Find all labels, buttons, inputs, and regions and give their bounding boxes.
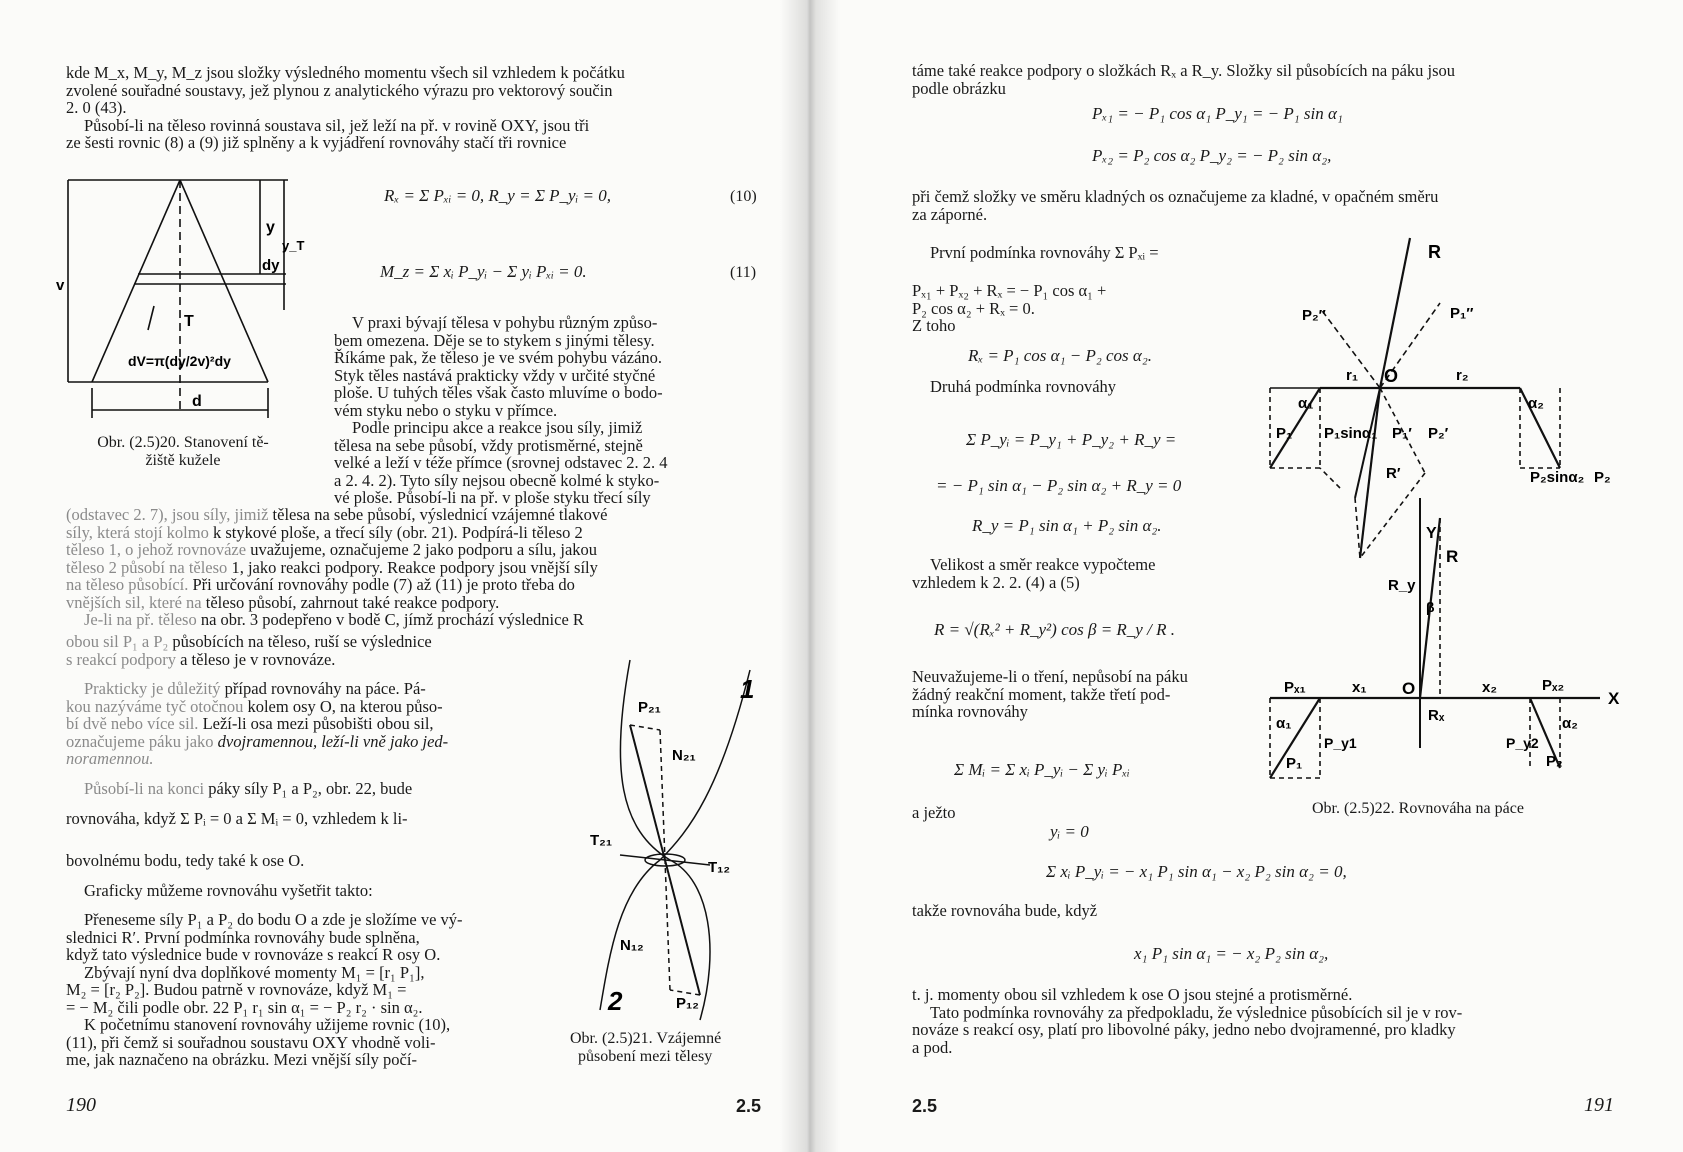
equation-components-2: Pₓ₂ = P₂ cos α₂ P_y₂ = − P₂ sin α₂,: [1092, 146, 1332, 165]
fig22-label-x1: x₁: [1352, 679, 1367, 696]
text-line: t. j. momenty obou sil vzhledem k ose O jsou stejné a protisměrné.: [912, 985, 1353, 1004]
fig20-label-t: T: [184, 313, 194, 330]
right-intro: [912, 62, 1612, 97]
equation-11-number: (11): [730, 264, 757, 281]
text-line: velké a leží v téže přímce (srovnej odstavec 2. 2. 4: [334, 453, 668, 472]
equation-yi: yᵢ = 0: [1050, 822, 1089, 841]
equation-components-1: Pₓ₁ = − P₁ cos α₁ P_y₁ = − P₁ sin α₁: [1092, 104, 1343, 123]
fig21-label-p12: P₁₂: [676, 995, 699, 1012]
faint-text: Je-li na př. těleso: [84, 610, 197, 629]
text: Při určování rovnováhy podle (7) až (11) je proto třeba do: [188, 575, 575, 594]
figure-cone-caption: [56, 434, 310, 470]
faint-text: s reakcí podpory: [66, 649, 176, 669]
text-line: Pₓ₁ + Pₓ₂ + Rₓ = − P₁ cos α₁ +: [912, 281, 1107, 300]
a-jezto: a ježto: [912, 803, 956, 822]
fig22-label-p2p: P₂′: [1428, 425, 1449, 442]
fig22-label-r-lower: R: [1446, 547, 1459, 566]
text-line: [66, 680, 556, 698]
equation-rx: Rₓ = P₁ cos α₁ − P₂ cos α₂.: [968, 346, 1152, 365]
fig22-label-p2-lower: P₂: [1546, 753, 1563, 770]
fig20-label-d: d: [192, 393, 202, 410]
text-line: tělesa na sebe působí, vždy protisměrné, stejně: [334, 435, 643, 455]
text-line: táme také reakce podpory o složkách Rₓ a R_y. Složky sil působících na páku jsou: [912, 61, 1456, 80]
text-line: [66, 780, 556, 798]
text-line: a 2. 4. 2). Tyto síly nejsou obecně kolmé k styko-: [334, 470, 660, 490]
fig22-label-p2sin: P₂sinα₂: [1530, 469, 1585, 486]
text: Leží-li osa mezi působišti obou sil,: [198, 714, 434, 733]
text: těleso působí, zahrnout také reakce podpory.: [201, 592, 500, 612]
fig22-label-r: R: [1428, 242, 1441, 262]
right-page: [800, 0, 1683, 1152]
fig22-label-p1pp: P₁″: [1450, 305, 1474, 322]
equation-10: Rₓ = Σ Pₓᵢ = 0, R_y = Σ P_yᵢ = 0,: [384, 186, 612, 205]
fig22-label-y: Y: [1426, 525, 1437, 542]
text-line: 2. 0 (43).: [66, 98, 127, 117]
fig22-label-r2: r₂: [1456, 367, 1469, 384]
section-number-left: 2.5: [736, 1096, 762, 1116]
faint-text: (odstavec 2. 7), jsou síly, jimiž: [66, 505, 269, 524]
text: působících na těleso, ruší se výslednice: [168, 632, 432, 651]
text-line: Tato podmínka rovnováhy za předpokladu, že výslednice působících sil je v rov-: [930, 1002, 1463, 1022]
text-line: [66, 576, 766, 594]
text-line: [66, 524, 766, 542]
text: k stykové ploše, a třecí síly (obr. 21). Podpírá-li těleso 2: [208, 522, 583, 542]
takze: takže rovnováha bude, když: [912, 901, 1098, 920]
fig21-label-p21: P₂₁: [638, 699, 661, 716]
fig20-label-dy: dy: [262, 257, 280, 274]
left-page: [0, 0, 800, 1152]
fig22-label-o-lower: O: [1402, 679, 1416, 698]
fig22-label-beta: β: [1426, 599, 1435, 615]
text-line: slednici R′. První podmínka rovnováhy bude splněna,: [66, 927, 420, 947]
text: uvažujeme, označujeme 2 jako podporu a sílu, jakou: [246, 540, 598, 559]
condition-2: Druhá podmínka rovnováhy: [930, 377, 1117, 396]
text-line: V praxi bývají tělesa v pohybu různým způso-: [352, 313, 658, 332]
faint-text: bí dvě nebo více sil.: [66, 714, 199, 733]
fig22-label-p2pp: P₂″: [1302, 307, 1326, 324]
fig22-label-x: X: [1608, 689, 1620, 708]
condition-1-equation: [912, 282, 1262, 317]
text-line: [66, 715, 556, 733]
text: případ rovnováhy na páce. Pá-: [220, 679, 426, 698]
text-line: (11), při čemž si souřadnou soustavu OXY vhodně voli-: [66, 1032, 436, 1052]
text-line: kde M_x, M_y, M_z jsou složky výsledného momentu všech sil vzhledem k počátku: [66, 63, 625, 82]
text-line: [66, 594, 766, 612]
text-line: [66, 651, 556, 669]
text-line: bem omezena. Děje se to stykem s jinými tělesy.: [334, 330, 655, 350]
fig22-label-py1: P_y1: [1324, 735, 1357, 751]
text-line: vé ploše. Působí-li na př. v ploše styku třecí síly: [334, 488, 651, 507]
text-line: [66, 750, 556, 768]
paragraph-narrow: [66, 633, 556, 797]
fig22-label-rp: R′: [1386, 465, 1401, 482]
fig20-label-y: y: [266, 219, 275, 236]
caption-line: působení mezi tělesy: [578, 1048, 713, 1065]
text-line: Graficky můžeme rovnováhu vyšetřit takto:: [84, 880, 373, 900]
equation-moments: Σ Mᵢ = Σ xᵢ P_yᵢ − Σ yᵢ Pₓᵢ: [954, 760, 1130, 779]
fig22-label-a1: α₁: [1298, 395, 1314, 412]
fig22-label-r1: r₁: [1346, 367, 1359, 384]
text-line: [66, 633, 556, 651]
fig22-label-p1: P₁: [1276, 425, 1293, 442]
equation-sum: Σ xᵢ P_yᵢ = − x₁ P₁ sin α₁ − x₂ P₂ sin α₂ = 0,: [1046, 862, 1347, 881]
fig22-label-px1: Pₓ₁: [1284, 679, 1306, 696]
figure-cone: [56, 170, 305, 440]
fig20-label-yt: y_T: [282, 238, 305, 253]
fig22-label-p1sin: P₁sinα₁: [1324, 425, 1378, 442]
text-line: [66, 698, 556, 716]
page-number-right: 191: [1584, 1094, 1614, 1116]
text-line: mínka rovnováhy: [912, 702, 1028, 721]
faint-text: těleso 1, o jehož rovnováze: [66, 540, 247, 559]
text-line: žádný reakční moment, takže třetí pod-: [912, 684, 1171, 704]
faint-text: obou sil P₁ a P₂: [66, 632, 169, 651]
text-line: a pod.: [912, 1037, 953, 1057]
text-line: zvolené souřadné soustavy, jež plynou z analytického výrazu pro vektorový součin: [66, 80, 613, 100]
text-line: Velikost a směr reakce vypočteme: [930, 555, 1156, 574]
fig22-label-ry: R_y: [1388, 577, 1416, 594]
equation-ry: R_y = P₁ sin α₁ + P₂ sin α₂.: [972, 516, 1162, 535]
z-toho: Z toho: [912, 316, 956, 335]
caption-line: Obr. (2.5)21. Vzájemné: [570, 1030, 722, 1047]
paragraph-signs: [912, 188, 1612, 223]
faint-text: síly, která stojí kolmo: [66, 522, 209, 542]
text: 1, jako reakci podpory. Reakce podpory jsou vnější síly: [227, 557, 598, 577]
text-line: Říkáme pak, že těleso je ve svém pohybu vázáno.: [334, 348, 663, 367]
fig22-label-rx: Rₓ: [1428, 707, 1445, 724]
caption-line: Obr. (2.5)20. Stanovení tě-: [97, 434, 269, 451]
text-line: vzhledem k 2. 2. (4) a (5): [912, 572, 1080, 592]
equation-cond2-2: = − P₁ sin α₁ − P₂ sin α₂ + R_y = 0: [936, 476, 1182, 495]
text: dvojramennou, leží-li vně jako jed-: [213, 731, 449, 751]
paragraph-full-width: [66, 506, 766, 629]
fig21-label-t12: T₁₂: [708, 859, 731, 876]
text-line: [66, 506, 766, 524]
text-line: ploše. U tuhých těles však často mluvíme o bodo-: [334, 383, 663, 402]
fig22-label-px2: Pₓ₂: [1542, 677, 1565, 694]
paragraph-neuvaz: [912, 668, 1272, 721]
text-line: [66, 541, 766, 559]
figure-lever: [1260, 228, 1660, 808]
text-line: = − M₂ čili podle obr. 22 P₁ r₁ sin α₁ = − P₂ r₂ · sin α₂.: [66, 997, 423, 1017]
fig22-label-a2-lower: α₂: [1562, 715, 1578, 732]
faint-text: Prakticky je důležitý: [84, 679, 221, 698]
fig21-label-n12: N₁₂: [620, 937, 644, 954]
text-line: Působí-li na těleso rovinná soustava sil, jež leží na př. v rovině OXY, jsou tři: [84, 115, 590, 135]
text-line: když tato výslednice bude v rovnováze s reakcí R osy O.: [66, 945, 441, 964]
caption-line: žiště kužele: [145, 452, 221, 469]
faint-text: na těleso působící.: [66, 575, 189, 594]
fig20-label-v: v: [56, 277, 65, 294]
section-number-right: 2.5: [912, 1096, 938, 1116]
text: na obr. 3 podepřeno v bodě C, jímž prochází výslednice R: [196, 610, 584, 629]
equation-cond2-1: Σ P_yᵢ = P_y₁ + P_y₂ + R_y =: [966, 430, 1177, 449]
text-line: Přeneseme síly P₁ a P₂ do bodu O a zde je složíme ve vý-: [84, 910, 463, 929]
text-line: M₂ = [r₂ P₂]. Budou patrně v rovnováze, když M₁ =: [66, 980, 407, 999]
fig22-label-p1-lower: P₁: [1286, 755, 1303, 772]
text: tělesa na sebe působí, výslednicí vzájemné tlakové: [268, 505, 608, 524]
paragraph-closing: [912, 986, 1612, 1056]
page-number-left: 190: [66, 1094, 96, 1116]
text-line: Zbývají nyní dva doplňkové momenty M₁ = [r₁ P₁],: [84, 962, 425, 982]
text-line: bovolnému bodu, tedy také k ose O.: [66, 851, 305, 870]
figure-lever-caption: Obr. (2.5)22. Rovnováha na páce: [1312, 800, 1524, 817]
text-line: ze šesti rovnic (8) a (9) již splněny a k vyjádření rovnováhy stačí tři rovnice: [66, 133, 567, 152]
equation-10-number: (10): [730, 188, 757, 205]
equation-pi-line: rovnováha, když Σ Pᵢ = 0 a Σ Mᵢ = 0, vzhledem k li-: [66, 809, 408, 828]
fig21-label-t21: T₂₁: [590, 832, 613, 849]
faint-text: vnějších sil, které na: [66, 592, 202, 612]
fig22-label-p2: P₂: [1594, 469, 1611, 486]
text-line: podle obrázku: [912, 78, 1006, 98]
fig21-label-n21: N₂₁: [672, 747, 696, 764]
faint-text: Působí-li na konci: [84, 778, 205, 798]
text-line: vém styku nebo o styku v přímce.: [334, 400, 558, 420]
fig21-label-body-2: 2: [608, 986, 623, 1016]
paragraph-velikost: [912, 556, 1262, 591]
text-line: me, jak naznačeno na obrázku. Mezi vnější síly počí-: [66, 1050, 417, 1069]
text-line: při čemž složky ve směru kladných os označujeme za kladné, v opačném směru: [912, 187, 1439, 206]
text-line: [66, 733, 556, 751]
text: a těleso je v rovnováze.: [175, 649, 336, 669]
text-line: [66, 559, 766, 577]
faint-text: kou nazýváme tyč otočnou: [66, 696, 244, 716]
fig20-label-dv: dV=π(dy/2v)²dy: [128, 353, 231, 369]
faint-text: noramennou.: [66, 749, 154, 768]
equation-11: M_z = Σ xᵢ P_yᵢ − Σ yᵢ Pₓᵢ = 0.: [380, 262, 587, 281]
fig22-label-x2: x₂: [1482, 679, 1498, 696]
fig22-label-o: O: [1384, 366, 1399, 386]
text: páky síly P₁ a P₂, obr. 22, bude: [204, 778, 413, 798]
text: kolem osy O, na kterou půso-: [243, 696, 443, 716]
text-line: za záporné.: [912, 204, 988, 224]
fig22-label-a2: α₂: [1528, 395, 1544, 412]
fig21-label-body-1: 1: [740, 674, 755, 704]
text-line: nováze s reakcí osy, platí pro libovolné páky, jedno nebo dvojramenné, pro kladky: [912, 1020, 1456, 1039]
text-line: Podle principu akce a reakce jsou síly, jimiž: [352, 418, 643, 437]
faint-text: těleso 2 působí na těleso: [66, 557, 228, 577]
text-line: P₂ cos α₂ + Rₓ = 0.: [912, 298, 1035, 318]
equation-final: x₁ P₁ sin α₁ = − x₂ P₂ sin α₂,: [1134, 944, 1329, 963]
text-line: Styk těles nastává prakticky vždy v určité styčné: [334, 365, 656, 385]
figure-contact-bodies: [580, 650, 780, 1030]
fig22-label-py2: P_y2: [1506, 735, 1539, 751]
paragraph-after: [66, 852, 556, 1069]
text-line: [66, 611, 766, 629]
left-intro: [66, 64, 714, 152]
paragraph-praxi: [334, 314, 766, 507]
equation-r: R = √(Rₓ² + R_y²) cos β = R_y / R .: [934, 620, 1175, 639]
figure-contact-caption: [570, 1030, 770, 1066]
text-line: K početnímu stanovení rovnováhy užijeme rovnic (10),: [84, 1015, 451, 1034]
condition-1: První podmínka rovnováhy Σ Pₓᵢ =: [930, 243, 1159, 262]
faint-text: označujeme páku jako: [66, 731, 214, 751]
text-line: Neuvažujeme-li o tření, nepůsobí na páku: [912, 667, 1188, 686]
fig22-label-a1-lower: α₁: [1276, 715, 1292, 732]
fig22-label-p1p: P₁′: [1392, 425, 1412, 442]
